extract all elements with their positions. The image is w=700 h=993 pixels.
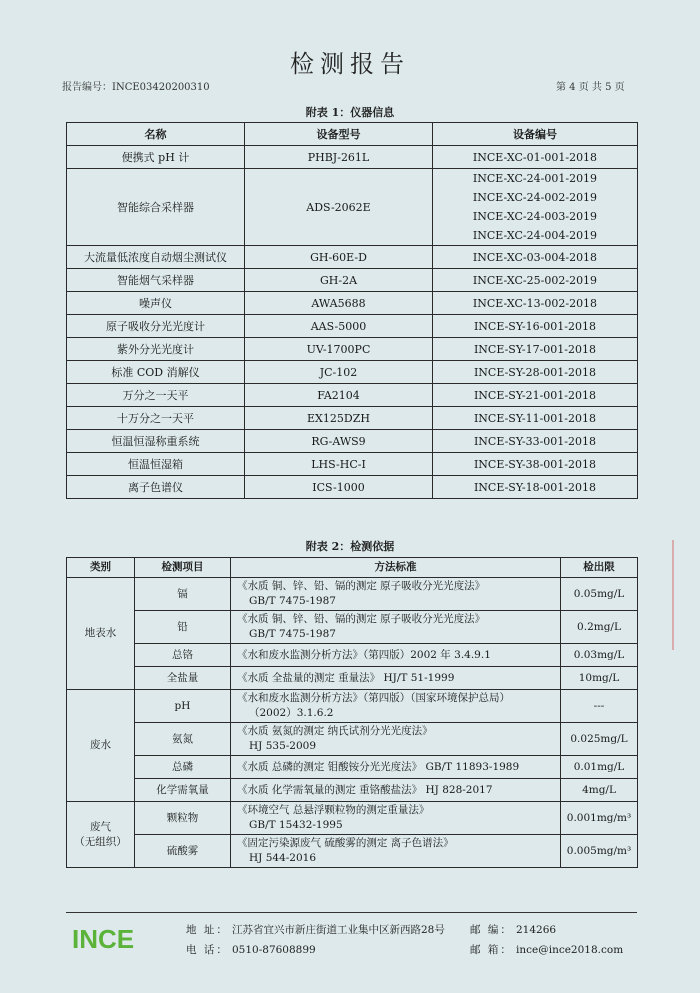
category-label: 废气 bbox=[90, 820, 111, 833]
table-row bbox=[67, 169, 638, 246]
table1-caption: 附表 1：仪器信息 bbox=[305, 106, 395, 119]
detection-limit: --- bbox=[561, 690, 638, 723]
table-row bbox=[67, 430, 638, 453]
detection-limit: 0.001mg/m³ bbox=[561, 802, 638, 835]
method-line: （2002）3.1.6.2 bbox=[249, 707, 334, 719]
category-label: （无组织） bbox=[74, 835, 127, 848]
detection-limit: 0.025mg/L bbox=[561, 723, 638, 756]
method-line: 《固定污染源废气 硫酸雾的测定 离子色谱法》 bbox=[237, 837, 454, 849]
instrument-ids bbox=[433, 384, 638, 407]
table2-caption: 附表 2：检测依据 bbox=[305, 540, 395, 553]
test-item: 全盐量 bbox=[135, 667, 231, 690]
method-standard bbox=[231, 644, 561, 667]
instrument-model: PHBJ-261L bbox=[245, 146, 433, 169]
method-table bbox=[66, 557, 638, 868]
instrument-name: 恒温恒湿称重系统 bbox=[67, 430, 245, 453]
instrument-table bbox=[66, 122, 638, 499]
method-standard bbox=[231, 690, 561, 723]
footer-zip: 邮 编： 214266 bbox=[470, 924, 557, 936]
test-item: 镉 bbox=[135, 578, 231, 611]
instrument-ids bbox=[433, 338, 638, 361]
report-number: 报告编号：INCE03420200310 bbox=[62, 82, 210, 93]
instrument-model: RG-AWS9 bbox=[245, 430, 433, 453]
instrument-name: 噪声仪 bbox=[67, 292, 245, 315]
detection-limit: 0.005mg/m³ bbox=[561, 835, 638, 868]
footer-divider bbox=[66, 912, 637, 913]
instrument-model: GH-60E-D bbox=[245, 246, 433, 269]
instrument-ids bbox=[433, 430, 638, 453]
table-row bbox=[67, 835, 638, 868]
header-item: 检测项目 bbox=[135, 558, 231, 578]
table-row bbox=[67, 246, 638, 269]
method-line: HJ 544-2016 bbox=[249, 852, 317, 864]
instrument-name: 大流量低浓度自动烟尘测试仪 bbox=[67, 246, 245, 269]
method-line: GB/T 7475-1987 bbox=[249, 628, 336, 640]
test-item: pH bbox=[135, 690, 231, 723]
instrument-id: INCE-XC-03-004-2018 bbox=[472, 250, 598, 264]
method-standard bbox=[231, 667, 561, 690]
instrument-model: AWA5688 bbox=[245, 292, 433, 315]
test-item: 总铬 bbox=[135, 644, 231, 667]
method-standard bbox=[231, 779, 561, 802]
instrument-name: 便携式 pH 计 bbox=[67, 146, 245, 169]
instrument-model: GH-2A bbox=[245, 269, 433, 292]
header-method: 方法标准 bbox=[231, 558, 561, 578]
instrument-id: INCE-XC-01-001-2018 bbox=[472, 150, 598, 164]
table-row bbox=[67, 690, 638, 723]
table-row bbox=[67, 361, 638, 384]
instrument-id: INCE-SY-33-001-2018 bbox=[473, 434, 597, 448]
page-number: 第 4 页 共 5 页 bbox=[556, 82, 625, 93]
instrument-id: INCE-XC-24-002-2019 bbox=[472, 191, 598, 204]
method-line: 《水和废水监测分析方法》（第四版）2002 年 3.4.9.1 bbox=[237, 648, 491, 661]
instrument-model: UV-1700PC bbox=[245, 338, 433, 361]
detection-limit: 0.2mg/L bbox=[561, 611, 638, 644]
detection-limit: 0.01mg/L bbox=[561, 756, 638, 779]
instrument-model: FA2104 bbox=[245, 384, 433, 407]
instrument-ids bbox=[433, 292, 638, 315]
instrument-id: INCE-SY-21-001-2018 bbox=[473, 388, 597, 402]
instrument-id: INCE-XC-24-004-2019 bbox=[472, 229, 598, 242]
instrument-name: 万分之一天平 bbox=[67, 384, 245, 407]
instrument-ids bbox=[433, 407, 638, 430]
instrument-ids bbox=[433, 246, 638, 269]
method-line: 《水质 化学需氧量的测定 重铬酸盐法》 HJ 828-2017 bbox=[237, 783, 493, 796]
method-standard bbox=[231, 578, 561, 611]
table-row bbox=[67, 476, 638, 499]
instrument-name: 十万分之一天平 bbox=[67, 407, 245, 430]
instrument-name: 紫外分光光度计 bbox=[67, 338, 245, 361]
instrument-id: INCE-SY-17-001-2018 bbox=[473, 342, 597, 356]
instrument-id: INCE-SY-38-001-2018 bbox=[473, 457, 597, 471]
instrument-ids bbox=[433, 476, 638, 499]
instrument-name: 智能烟气采样器 bbox=[67, 269, 245, 292]
category-cell bbox=[67, 802, 135, 868]
header-limit: 检出限 bbox=[561, 558, 638, 578]
header-name: 名称 bbox=[67, 123, 245, 146]
test-item: 硫酸雾 bbox=[135, 835, 231, 868]
method-standard bbox=[231, 802, 561, 835]
table-row bbox=[67, 802, 638, 835]
method-standard bbox=[231, 723, 561, 756]
instrument-model: EX125DZH bbox=[245, 407, 433, 430]
header-model: 设备型号 bbox=[245, 123, 433, 146]
footer-phone: 电 话： 0510-87608899 bbox=[186, 944, 316, 956]
footer-email: 邮 箱： ince@ince2018.com bbox=[470, 944, 624, 956]
logo-text: INCE bbox=[72, 924, 135, 954]
instrument-model: ADS-2062E bbox=[245, 169, 433, 246]
instrument-id: INCE-XC-13-002-2018 bbox=[472, 296, 598, 310]
method-line: GB/T 7475-1987 bbox=[249, 595, 336, 607]
test-item: 颗粒物 bbox=[135, 802, 231, 835]
instrument-id: INCE-XC-24-003-2019 bbox=[472, 210, 598, 223]
detection-limit: 10mg/L bbox=[561, 667, 638, 690]
footer-address: 地 址： 江苏省宜兴市新庄街道工业集中区新西路28号 bbox=[186, 924, 445, 936]
category-cell: 地表水 bbox=[67, 578, 135, 690]
instrument-name: 恒温恒湿箱 bbox=[67, 453, 245, 476]
instrument-ids bbox=[433, 169, 638, 246]
test-item: 氨氮 bbox=[135, 723, 231, 756]
report-title: 检测报告 bbox=[290, 50, 410, 78]
table-row bbox=[67, 611, 638, 644]
header-category: 类别 bbox=[67, 558, 135, 578]
instrument-ids bbox=[433, 269, 638, 292]
method-line: 《水质 铜、锌、铅、镉的测定 原子吸收分光光度法》 bbox=[237, 613, 486, 625]
red-stamp-edge bbox=[672, 540, 700, 650]
table-row bbox=[67, 338, 638, 361]
table-row bbox=[67, 315, 638, 338]
ince-logo bbox=[72, 924, 168, 954]
instrument-name: 原子吸收分光光度计 bbox=[67, 315, 245, 338]
instrument-ids bbox=[433, 146, 638, 169]
instrument-id: INCE-XC-25-002-2019 bbox=[472, 273, 598, 287]
instrument-model: ICS-1000 bbox=[245, 476, 433, 499]
detection-limit: 4mg/L bbox=[561, 779, 638, 802]
method-line: 《水和废水监测分析方法》（第四版）（国家环境保护总局） bbox=[237, 692, 510, 704]
instrument-ids bbox=[433, 315, 638, 338]
instrument-id: INCE-SY-18-001-2018 bbox=[473, 480, 597, 494]
detection-limit: 0.05mg/L bbox=[561, 578, 638, 611]
table-row bbox=[67, 292, 638, 315]
method-line: 《水质 总磷的测定 钼酸铵分光光度法》 GB/T 11893-1989 bbox=[237, 760, 520, 773]
instrument-id: INCE-SY-11-001-2018 bbox=[473, 411, 597, 425]
table-row bbox=[67, 407, 638, 430]
instrument-ids bbox=[433, 361, 638, 384]
method-line: 《水质 铜、锌、铅、镉的测定 原子吸收分光光度法》 bbox=[237, 580, 486, 592]
method-standard bbox=[231, 756, 561, 779]
instrument-id: INCE-SY-16-001-2018 bbox=[473, 319, 597, 333]
instrument-id: INCE-SY-28-001-2018 bbox=[473, 365, 597, 379]
method-line: HJ 535-2009 bbox=[249, 740, 317, 752]
method-line: 《环境空气 总悬浮颗粒物的测定重量法》 bbox=[237, 804, 430, 816]
table-row bbox=[67, 578, 638, 611]
table-row bbox=[67, 146, 638, 169]
instrument-model: AAS-5000 bbox=[245, 315, 433, 338]
instrument-name: 标准 COD 消解仪 bbox=[67, 361, 245, 384]
detection-limit: 0.03mg/L bbox=[561, 644, 638, 667]
instrument-name: 离子色谱仪 bbox=[67, 476, 245, 499]
method-line: 《水质 氨氮的测定 纳氏试剂分光光度法》 bbox=[237, 725, 433, 737]
method-standard bbox=[231, 835, 561, 868]
method-line: 《水质 全盐量的测定 重量法》 HJ/T 51-1999 bbox=[237, 671, 455, 684]
instrument-model: LHS-HC-I bbox=[245, 453, 433, 476]
table-row bbox=[67, 453, 638, 476]
table-row bbox=[67, 779, 638, 802]
category-cell: 废水 bbox=[67, 690, 135, 802]
test-item: 铅 bbox=[135, 611, 231, 644]
table-row bbox=[67, 384, 638, 407]
instrument-name: 智能综合采样器 bbox=[67, 169, 245, 246]
header-id: 设备编号 bbox=[433, 123, 638, 146]
test-item: 总磷 bbox=[135, 756, 231, 779]
table-row bbox=[67, 756, 638, 779]
table-row bbox=[67, 644, 638, 667]
table-row bbox=[67, 667, 638, 690]
instrument-model: JC-102 bbox=[245, 361, 433, 384]
test-item: 化学需氧量 bbox=[135, 779, 231, 802]
instrument-ids bbox=[433, 453, 638, 476]
table-row bbox=[67, 723, 638, 756]
table-row bbox=[67, 269, 638, 292]
instrument-id: INCE-XC-24-001-2019 bbox=[472, 172, 598, 185]
method-standard bbox=[231, 611, 561, 644]
method-line: GB/T 15432-1995 bbox=[249, 819, 343, 831]
